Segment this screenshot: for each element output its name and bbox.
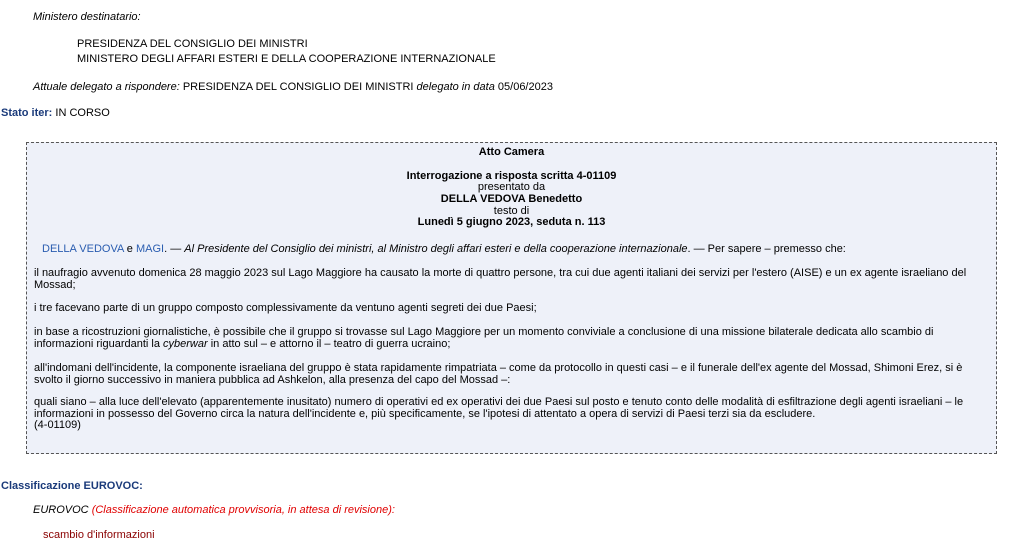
atto-box [26, 142, 997, 454]
author-link-magi[interactable]: MAGI [135, 243, 165, 255]
p3-part-c: in atto sul – e attorno il – teatro di guerra ucraino; [210, 337, 451, 350]
atto-code: (4-01109) [34, 419, 81, 431]
atto-testo-di: testo di [493, 205, 530, 217]
intro-conj: e [126, 243, 133, 255]
ministero-item-1: PRESIDENZA DEL CONSIGLIO DEI MINISTRI [77, 38, 308, 50]
delegato-line [33, 81, 553, 93]
delegato-label: Attuale delegato a rispondere: [33, 81, 180, 93]
eurovoc-line [33, 504, 395, 516]
eurovoc-heading: Classificazione EUROVOC: [1, 480, 143, 492]
atto-intro [42, 244, 997, 256]
atto-presentato-da: presentato da [477, 181, 546, 193]
atto-paragraph-4: all'indomani dell'incidente, la componente israeliana del gruppo è stata rapidamente rimpatriata – come da protocollo in questi casi – e il funerale dell'ex agente del Mossad, Shimoni Erez, si è svolto il giorno successivo in maniera pubblica ad Ashkelon, alla presenza del capo del Mossad –: [34, 362, 963, 386]
intro-rest: . — Per sapere – premesso che: [687, 243, 846, 255]
atto-title: Interrogazione a risposta scritta 4-01109 [406, 170, 617, 182]
atto-paragraph-5: quali siano – alla luce dell'elevato (apparentemente inusitato) numero di operativi ed ex operativi dei due Paesi sul posto e tenuto conto delle modalità di esfiltrazione degli agenti israeliani – le informazioni in possesso del Governo circa la natura dell'incidente e, più specificamente, se l'ipotesi di attentato a opera di servizi di Paesi terzi sia da escludere. [34, 396, 964, 420]
ministero-item-2: MINISTERO DEGLI AFFARI ESTERI E DELLA COOPERAZIONE INTERNAZIONALE [77, 53, 496, 65]
eurovoc-note: (Classificazione automatica provvisoria, in attesa di revisione): [91, 504, 395, 516]
eurovoc-term[interactable]: scambio d'informazioni [43, 529, 155, 541]
atto-heading: Atto Camera [478, 146, 545, 158]
atto-author: DELLA VEDOVA Benedetto [440, 193, 583, 205]
atto-paragraph-2: i tre facevano parte di un gruppo composto complessivamente da ventuno agenti segreti dei due Paesi; [34, 302, 537, 314]
eurovoc-label: EUROVOC [33, 504, 89, 516]
delegato-date-label: delegato in data [416, 81, 495, 93]
author-link-della-vedova[interactable]: DELLA VEDOVA [42, 243, 124, 255]
p3-cyberwar: cyberwar [163, 337, 208, 350]
p3-part-a: in base a ricostruzioni giornalistiche, è possibile che il gruppo si trovasse sul Lago Maggiore per un momento conviviale a conclusione di una missione bilaterale dedicata allo scambio di informazioni riguardanti la [34, 326, 934, 350]
atto-paragraph-1: il naufragio avvenuto domenica 28 maggio 2023 sul Lago Maggiore ha causato la morte di quattro persone, tra cui due agenti italiani dei servizi per l'estero (AISE) e un ex agente israeliano del Mossad; [34, 267, 967, 291]
ministero-label: Ministero destinatario: [33, 11, 141, 23]
intro-dash: . — [164, 243, 182, 255]
intro-addressee: Al Presidente del Consiglio dei ministri, al Ministro degli affari esteri e della cooperazione internazionale [184, 243, 688, 255]
delegato-date: 05/06/2023 [497, 81, 553, 93]
atto-paragraph-3 [34, 327, 989, 350]
stato-iter [1, 107, 110, 119]
stato-iter-value: IN CORSO [55, 107, 110, 119]
atto-session: Lunedì 5 giugno 2023, seduta n. 113 [417, 216, 606, 228]
delegato-value: PRESIDENZA DEL CONSIGLIO DEI MINISTRI [182, 81, 414, 93]
stato-iter-label: Stato iter: [1, 107, 53, 119]
